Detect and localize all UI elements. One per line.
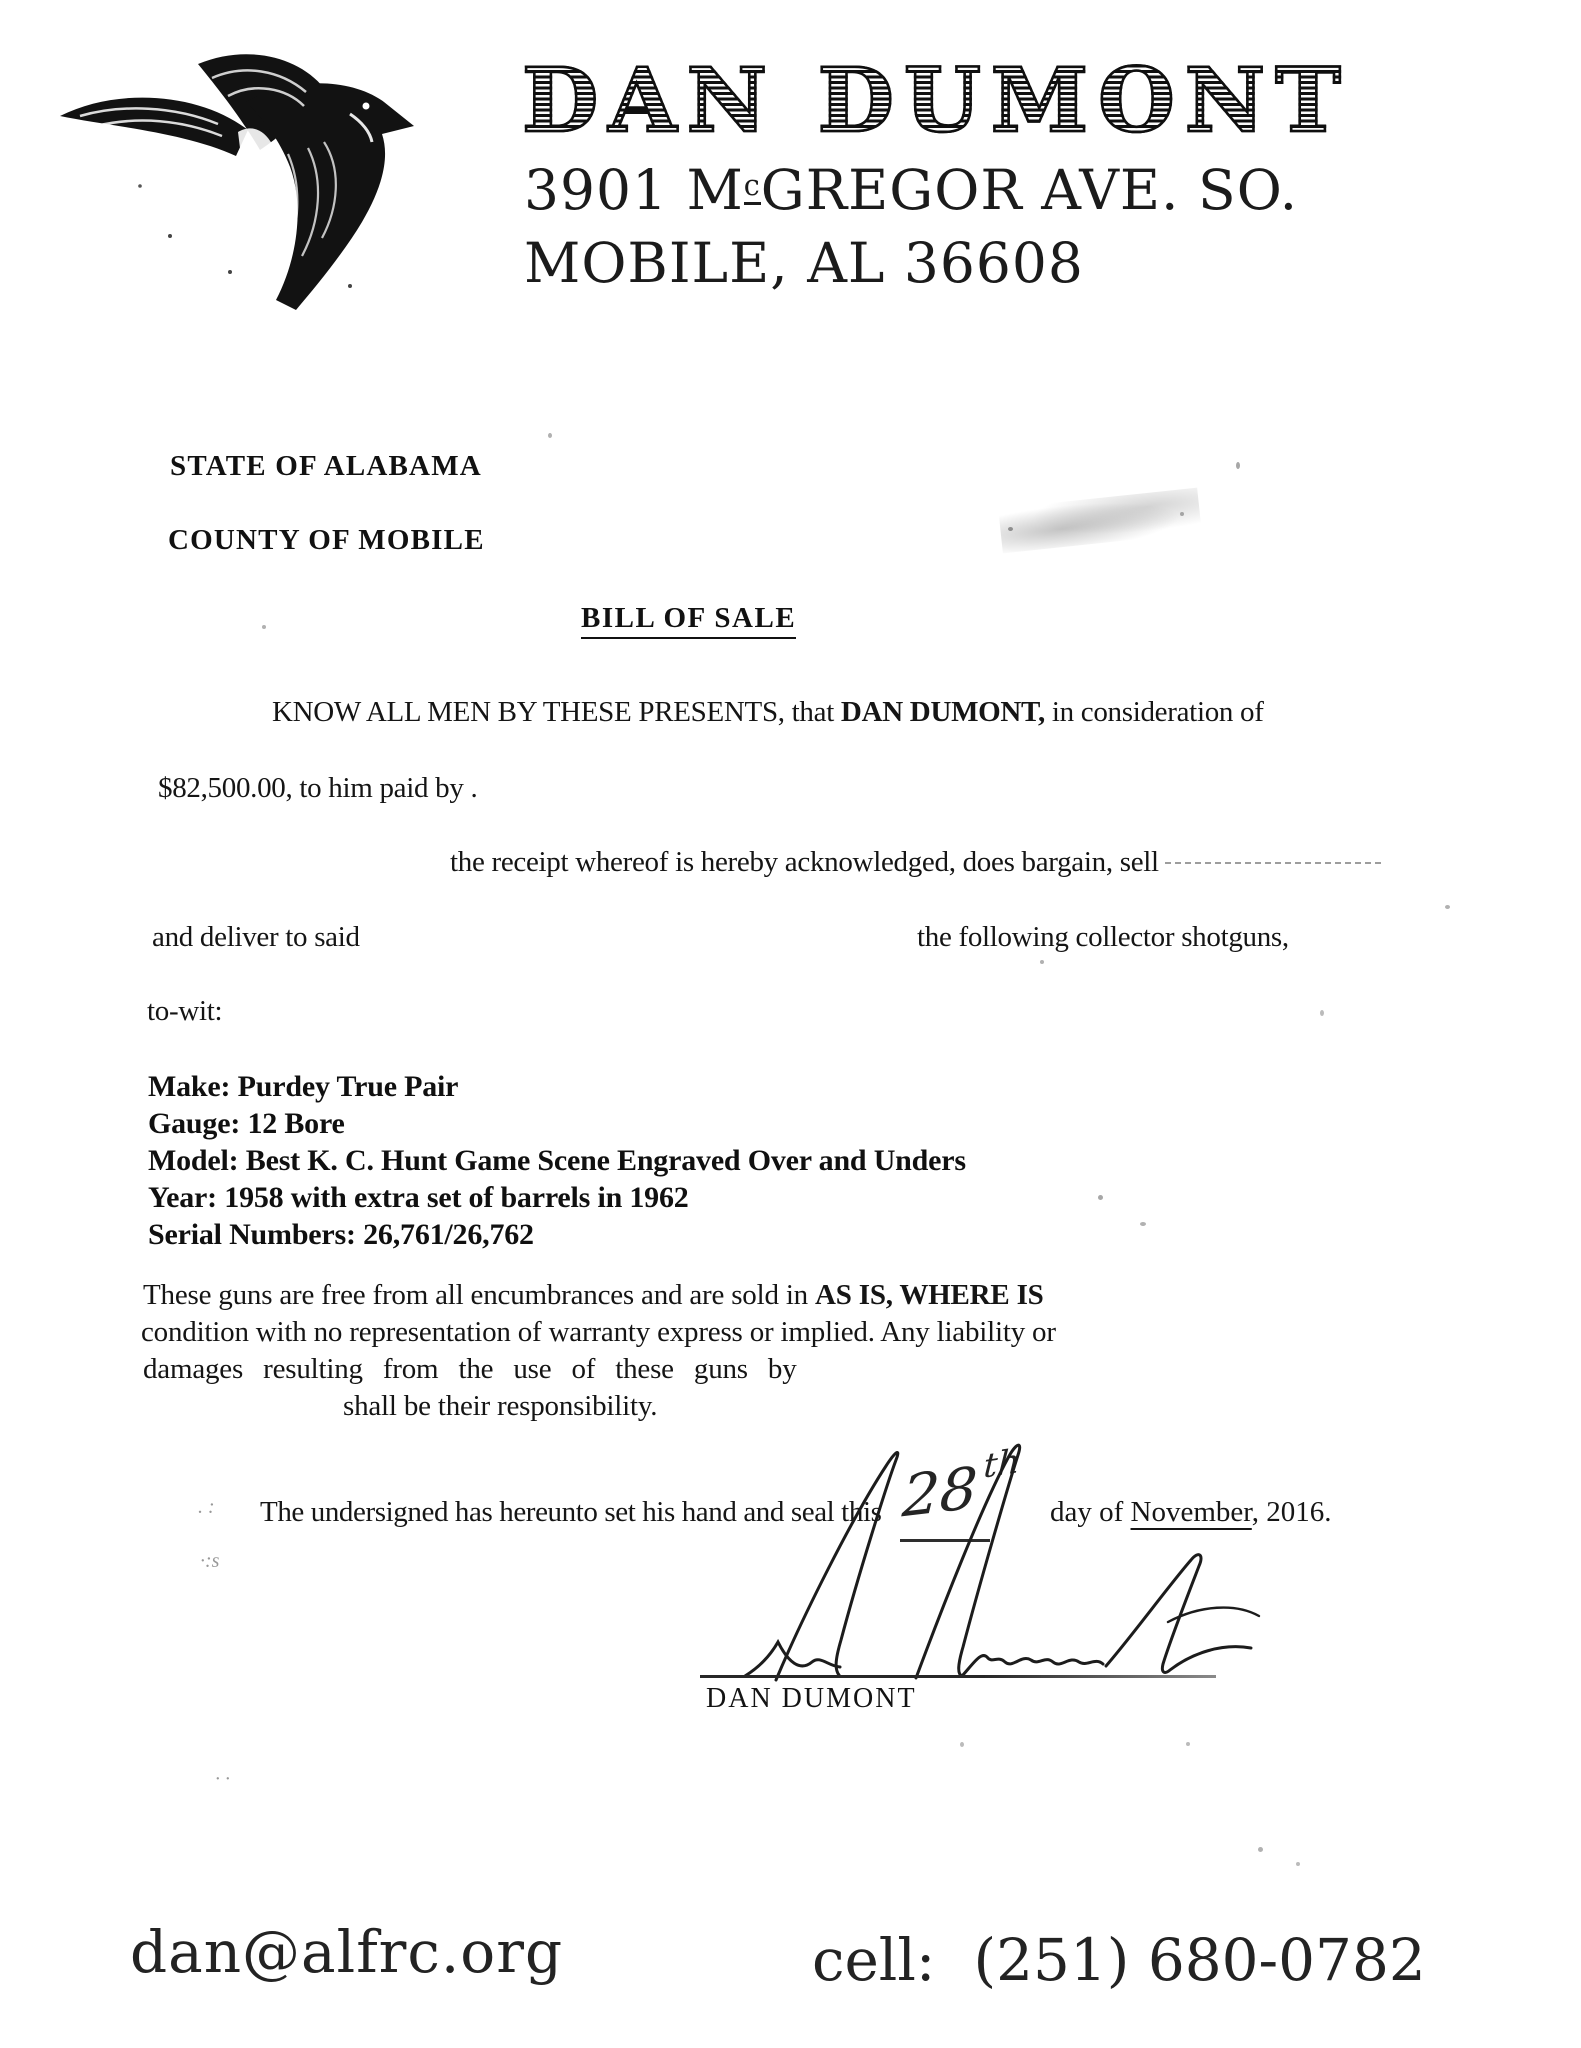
scan-speckle [548,433,552,438]
scan-margin-mark: ·:﻿s [200,1550,220,1572]
scan-speckle [1008,527,1013,531]
letterhead-address-line1 [524,158,1298,222]
gun-make-label: Make: [148,1070,231,1103]
scan-speckle [262,625,266,629]
gun-gauge-label: Gauge: [148,1107,241,1140]
scan-margin-mark: . : [198,1496,215,1518]
consideration-amount-line: $82,500.00, to him paid by . [158,772,478,804]
flying-dove-logo-icon [50,36,430,316]
footer-phone [812,1926,1426,1994]
document-title: BILL OF SALE [581,602,796,639]
signature-line [700,1675,1216,1678]
scan-margin-mark: · · [215,1768,230,1790]
address-street-pre: 3901 M [524,158,744,222]
gun-details-block [148,1068,966,1253]
footer-phone-number: (251) 680-0782 [973,1926,1426,1994]
gun-year-label: Year: [148,1181,217,1214]
gun-serial-line [148,1216,966,1253]
disclaimer-line-4: shall be their responsibility. [343,1390,658,1422]
footer-email: dan@alfrc.org [130,1918,564,1986]
letterhead-name: DAN DUMONT [522,48,1351,152]
scan-speckle [1296,1862,1300,1866]
gun-serial-label: Serial Numbers: [148,1218,356,1251]
gun-serial-value: 26,761/26,762 [363,1218,534,1251]
receipt-text: the receipt whereof is hereby acknowledged, does bargain, sell [450,846,1159,878]
handwritten-day-suffix: th [982,1441,1022,1487]
scan-speckle [1180,512,1184,516]
scan-speckle [1098,1195,1103,1200]
recital-opening-pre: KNOW ALL MEN BY THESE PRESENTS, that [272,696,834,728]
scan-speckle [1445,905,1450,909]
scan-smudge [998,488,1202,554]
gun-gauge-value: 12 Bore [247,1107,345,1140]
state-caption: STATE OF ALABAMA [170,450,482,482]
execution-clause-pre: The undersigned has hereunto set his hand and seal this [260,1496,882,1528]
scan-speckle [1320,1010,1324,1016]
seller-name-bold: DAN DUMONT, [840,696,1045,728]
footer-phone-label: cell: [812,1926,936,1994]
scan-speckle [1258,1847,1263,1852]
gun-make-line [148,1068,966,1105]
disclaimer-line-3: damages resulting from the use of these guns by [143,1353,797,1385]
scan-speckle [960,1742,964,1747]
gun-model-line [148,1142,966,1179]
scan-speckle [1040,960,1044,964]
letterhead-address-line2: MOBILE, AL 36608 [524,231,1084,295]
gun-year-line [148,1179,966,1216]
collector-shotguns-line: the following collector shotguns, [917,921,1289,953]
recital-opening-post: in consideration of [1051,696,1264,728]
to-wit-line: to-wit: [147,995,223,1027]
disclaimer-line1-text: These guns are free from all encumbrances and are sold in [143,1279,808,1311]
mc-superscript: c [744,168,761,205]
year-text: , 2016. [1251,1496,1332,1528]
gun-model-label: Model: [148,1144,239,1177]
handwritten-signature [690,1426,1270,1691]
day-of-text: day of [1050,1496,1131,1528]
deliver-line: and deliver to said [152,921,360,953]
as-is-where-is-bold: AS IS, WHERE IS [815,1279,1044,1311]
receipt-acknowledgement-line [450,846,1381,879]
gun-gauge-line [148,1105,966,1142]
scan-speckle [1186,1742,1190,1746]
gun-year-value: 1958 with extra set of barrels in 1962 [224,1181,689,1214]
county-caption: COUNTY OF MOBILE [168,524,485,556]
dashed-fill-rule [1165,862,1381,864]
address-street-post: GREGOR AVE. SO. [760,158,1299,222]
gun-model-value: Best K. C. Hunt Game Scene Engraved Over and Unders [245,1144,966,1177]
signer-printed-name: DAN DUMONT [706,1683,917,1714]
scan-speckle [1236,462,1240,469]
disclaimer-line-2: condition with no representation of warranty express or implied. Any liability or [141,1316,1056,1348]
disclaimer-line-1 [143,1277,1044,1314]
handwritten-day: 28 [900,1453,980,1531]
gun-make-value: Purdey True Pair [237,1070,459,1103]
recital-opening-line [272,696,1264,729]
scan-speckle [1140,1222,1146,1226]
month-underlined: November [1130,1496,1252,1528]
